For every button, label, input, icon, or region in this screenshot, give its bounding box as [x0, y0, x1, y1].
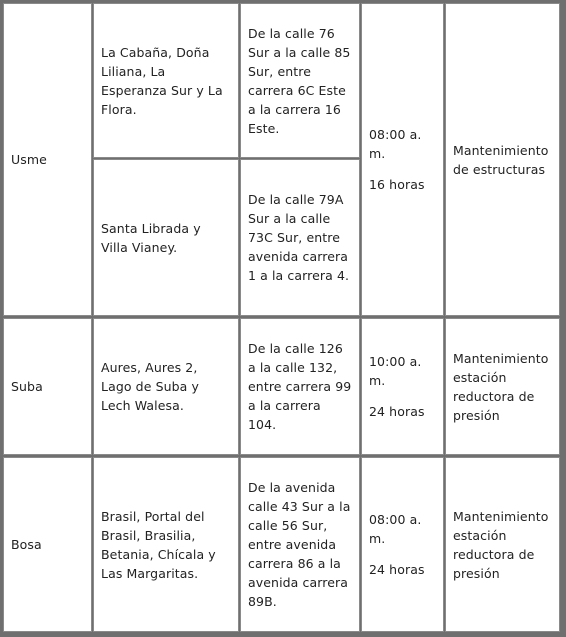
schedule-cell [361, 318, 444, 455]
locality-name: Suba [11, 379, 43, 394]
duration: 24 horas [369, 404, 425, 419]
address-cell [240, 318, 360, 455]
neighborhoods-text: La Cabaña, Doña Liliana, La Esperanza Sur y La Flora. [101, 44, 223, 117]
address-cell [240, 457, 360, 632]
address-cell [240, 159, 360, 316]
neighborhoods-text: Santa Librada y Villa Vianey. [101, 220, 201, 255]
neighborhoods-text: Aures, Aures 2, Lago de Suba y Lech Walesa. [101, 360, 200, 413]
neighborhoods-cell [93, 3, 239, 158]
start-time: 08:00 a. m. [369, 127, 422, 161]
schedule-cell [361, 3, 444, 316]
reason-text: Mantenimiento estación reductora de presión [453, 350, 549, 423]
duration: 16 horas [369, 177, 425, 192]
locality-name: Bosa [11, 537, 42, 552]
reason-text: Mantenimiento estación reductora de presión [453, 508, 549, 581]
locality-name: Usme [11, 152, 47, 167]
reason-cell [445, 318, 560, 455]
start-time: 10:00 a. m. [369, 354, 422, 388]
locality-cell [3, 3, 92, 316]
neighborhoods-cell [93, 159, 239, 316]
reason-cell [445, 3, 560, 316]
neighborhoods-text: Brasil, Portal del Brasil, Brasilia, Betania, Chícala y Las Margaritas. [101, 508, 216, 581]
neighborhoods-cell [93, 318, 239, 455]
duration: 24 horas [369, 562, 425, 577]
locality-cell [3, 457, 92, 632]
start-time: 08:00 a. m. [369, 512, 422, 546]
locality-cell [3, 318, 92, 455]
reason-text: Mantenimiento de estructuras [453, 142, 549, 177]
schedule-cell [361, 457, 444, 632]
address-text: De la avenida calle 43 Sur a la calle 56 Sur, entre avenida carrera 86 a la avenida carrera 89B. [248, 480, 351, 609]
neighborhoods-cell [93, 457, 239, 632]
address-text: De la calle 76 Sur a la calle 85 Sur, entre carrera 6C Este a la carrera 16 Este. [248, 26, 351, 136]
address-text: De la calle 126 a la calle 132, entre carrera 99 a la carrera 104. [248, 341, 352, 432]
address-cell [240, 3, 360, 158]
address-text: De la calle 79A Sur a la calle 73C Sur, entre avenida carrera 1 a la carrera 4. [248, 192, 350, 283]
reason-cell [445, 457, 560, 632]
